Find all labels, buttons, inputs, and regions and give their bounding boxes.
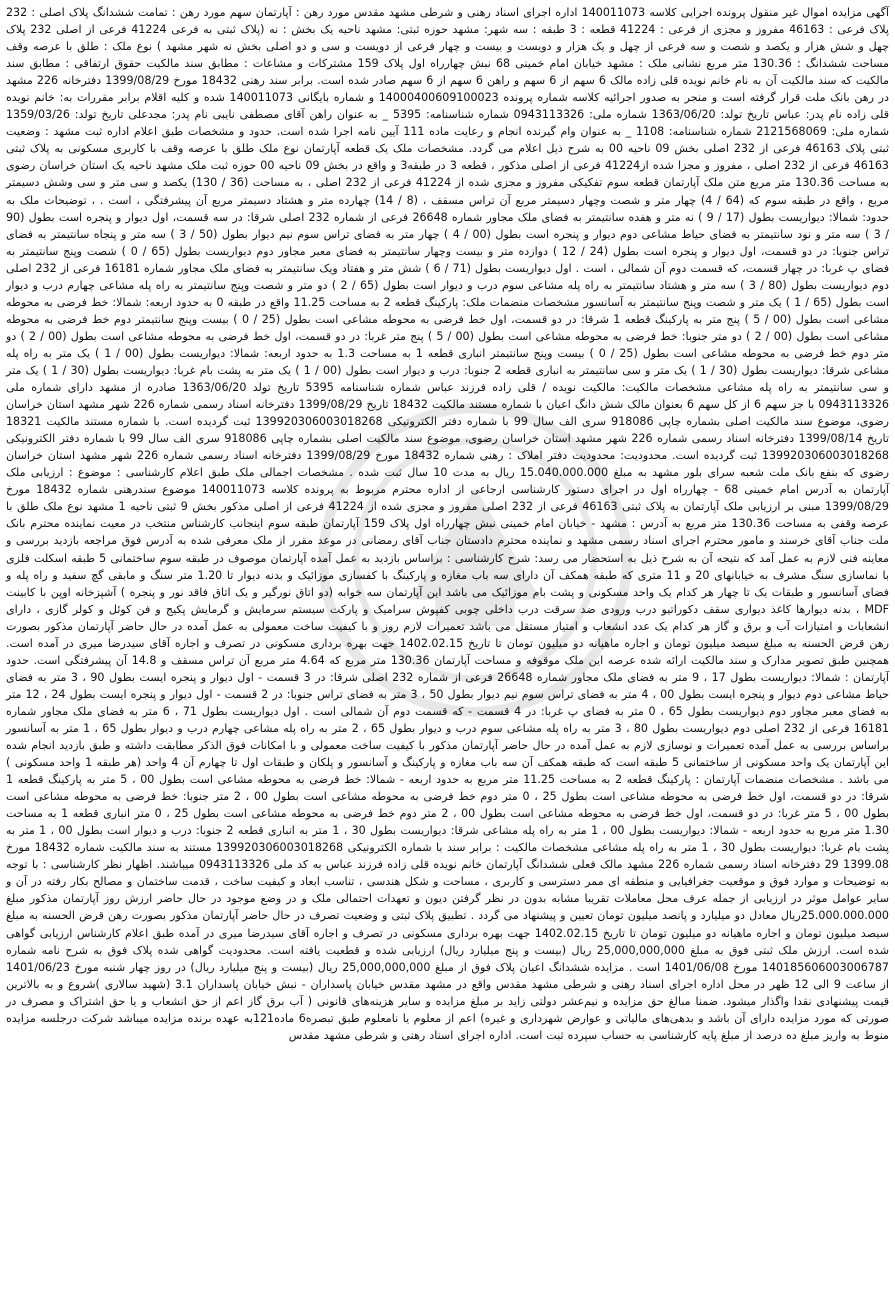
auction-notice-text: [6, 4, 889, 1044]
notice-paragraph: آگهی مزایده اموال غیر منقول پرونده اجرایی کلاسه 140011073 اداره اجرای اسناد رهنی و شرطی مشهد مقدس مورد رهن : آپارتمان سهم مورد رهن : تمامت ششدانگ پلاک اصلی : 232 پلاک فرعی : 46163 مفروز و مجزی از فرعی : 41224 قطعه : 3 طبقه : سه شهر: مشهد حوزه ثبتی: مشهد ناحیه یک بخش : نه (پلاک ثبتی به فرعی 41224 فرعی از اصلی 232 پلاک چهل و شش هزار و یکصد و شصت و سه فرعی از چهل و یک هزار و دویست و بیست و چهار فرعی از دویست و سی و دو اصلی بخش نه شهر مشهد ) نوع ملک : طلق با عرصه وقف مساحت ششدانگ : 130.36 متر مربع نشانی ملک : مشهد خیابان امام خمینی 68 نبش چهارراه اول پلاک 159 مشترکات و مشاعات : مطابق سند مالکیت حقوق ارتفاقی : مطابق سند مالکیت که سند مالکیت آن به نام خانم نویده قلی زاده مالک 6 سهم از 6 سهم و راهن 6 سهم از 6 سهم صادر شده است. برابر سند رهنی 18432 مورخ 1399/08/29 دفترخانه 226 مشهد در رهن بانک ملت قرار گرفته است و منجر به صدور اجرائیه کلاسه شماره پرونده 14000400609100023 و شماره بایگانی 140011073 شده و کلیه اقلام برابر مقررات به: خانم نویده قلی زاده نام پدر: عباس تاریخ تولد: 1363/06/20 شماره ملی: 0943113326 شماره شناسنامه: 5395 _ به عنوان راهن آقای مصطفی نایبی نام پدر: مجدعلی تاریخ تولد: 1359/03/26 شماره ملی: 2121568069 شماره شناسنامه: 1108 _ به عنوان وام گیرنده انجام و رعایت ماده 111 آیین نامه اجرا شده است. حدود و مشخصات طبق اعلام اداره ثبت مشهد : وضعیت ثبتی پلاک 46163 فرعی از 232 اصلی بخش 09 ناحیه 00 به شرح ذیل اعلام می گردد. مشخصات ملک یک قطعه آپارتمان نوع ملک طلق با عرصه وقف با کاربری مسکونی به پلاک ثبتی 46163 فرعی از 232 اصلی ، مفروز و مجزا شده از41224 فرعی از اصلی مذکور ، قطعه 3 در طبقه3 و واقع در بخش 09 ناحیه 00 حوزه ثبت ملک مشهد ناحیه یک استان خراسان رضوی به مساحت 130.36 متر مربع متن ملک آپارتمان قطعه سوم تفکیکی مفروز و مجزی شده از 41224 فرعی از 232 اصلی ، به مساحت (36 / 130) یکصد و سی متر و سی وشش دسیمتر مربع ، واقع در طبقه سوم که (64 / 4) چهار متر و شصت وچهار دسیمتر مربع آن تراس مسقف ، (8 / 14) چهارده متر و هشتاد دسیمتر مربع آن پیشرفتگی ، است . ، توضیحات ملک به حدود: شمالا: دیواریست بطول (17 / 9 ) نه متر و هفده سانتیمتر به فضای ملک مجاور شماره 26648 فرعی از شماره 232 اصلی شرقا: در سه قسمت، اول دیوار و پنجره است بطول (90 / 3 ) سه متر و نود سانتیمتر به فضای حیاط مشاعی دوم دیوار و پنجره است بطول (00 / 4 ) چهار متر به فضای تراس سوم نیم دیوار بطول (50 / 3 ) سه متر و پنجاه سانتیمتر به فضای تراس جنوبا: در دو قسمت، اول دیوار و پنجره است بطول (24 / 12 ) دوازده متر و بیست وچهار سانتیمتر به فضای معبر مجاور دوم دیواریست بطول (65 / 0 ) شصت وپنج سانتیمتر به فضای پ غربا: در چهار قسمت، که قسمت دوم آن شمالی ، است . اول دیواریست بطول (71 / 6 ) شش متر و هفتاد ویک سانتیمتر به فضای ملک مجاور شماره 16181 فرعی از 232 اصلی دوم دیواریست بطول (80 / 3 ) سه متر و هشتاد سانتیمتر به راه پله مشاعی سوم درب و دیوار است بطول (65 / 2 ) دو متر و شصت وپنج سانتیمتر به راه پله مشاعی چهارم درب و دیوار است بطول (65 / 1 ) یک متر و شصت وپنج سانتیمتر به آسانسور مشخصات منضمات ملک: پارکینگ قطعه 2 به مساحت 11.25 واقع در طبقه 0 به حدود اربعه: شمالا: خط فرضی به محوطه مشاعی است بطول (00 / 5 ) پنج متر به پارکینگ قطعه 1 شرقا: در دو قسمت، اول خط فرضی به محوطه مشاعی است بطول (25 / 0 ) بیست وپنج سانتیمتر دوم خط فرضی به محوطه مشاعی است بطول (00 / 2 ) دو متر جنوبا: خط فرضی به محوطه مشاعی است بطول (00 / 5 ) پنج متر غربا: در دو قسمت، اول خط فرضی به محوطه مشاعی است بطول (00 / 2 ) دو متر دوم خط فرضی به محوطه مشاعی است بطول (25 / 0 ) بیست وپنج سانتیمتر انباری قطعه 1 به مساحت 1.3 به حدود اربعه: شمالا: دیواریست بطول (00 / 1 ) یک متر به راه پله مشاعی شرقا: دیواریست بطول (30 / 1 ) یک متر و سی سانتیمتر به انباری قطعه 2 جنوبا: درب و دیوار است بطول (00 / 1 ) یک متر به پشت بام غربا: دیواریست بطول (30 / 1 ) یک متر و سی سانتیمتر به راه پله مشاعی مشخصات مالکیت: مالکیت نویده / قلی زاده فرزند عباس شماره شناسنامه 5395 تاریخ تولد 1363/06/20 صادره از مشهد دارای شماره ملی 0943113326 با جز سهم 6 از کل سهم 6 بعنوان مالک شش دانگ اعیان با شماره مستند مالکیت 18432 تاریخ 1399/08/29 دفترخانه اسناد رسمی شماره 226 شهر مشهد استان خراسان رضوی، موضوع سند مالکیت اصلی بشماره چاپی 918086 سری الف سال 99 با شماره دفتر الکترونیکی 139920306003018268 ثبت گردیده است. با شماره مستند مالکیت 18321 تاریخ 1399/08/14 دفترخانه اسناد رسمی شماره 226 شهر مشهد استان خراسان رضوی، موضوع سند مالکیت اصلی بشماره چاپی 918086 سری الف سال 99 با شماره دفتر الکترونیکی 139920306003018268 ثبت گردیده است. محدودیت: محدودیت دفتر املاک : رهنی شماره 18432 مورخ 1399/08/29 دفترخانه اسناد رسمی شماره 226 شهر مشهد استان خراسان رضوی که بنفع بانک ملت شعبه سرای بلور مشهد به مبلغ 15.040.000.000 ریال به مدت 10 سال ثبت شده . مشخصات اجمالی ملک طبق اعلام کارشناسی : موضوع : ارزیابی ملک آپارتمان به آدرس امام خمینی 68 - چهارراه اول در اجرای دستور کارشناسی ارجاعی از اداره محترم مربوط به پرونده کلاسه 140011073 موضوع سندرهنی شماره 18432 مورخ 1399/08/29 مبنی بر ارزیابی ملک آپارتمان به پلاک ثبتی 46163 فرعی از 232 اصلی مفروز و مجزی شده از 41224 فرعی از اصلی مذکور بخش 9 ثبتی ناحیه 1 مشهد نوع ملک طلق با عرصه وقفی به مساحت 130.36 متر مربع به آدرس : مشهد - خیابان امام خمینی نبش چهارراه اول پلاک 159 آپارتمان طبقه سوم اینجانب کارشناس منتخب در معیت نماینده محترم بانک ملت جناب آقای خرسند و مامور محترم اجرای اسناد رسمی مشهد و نماینده محترم دادستان جناب آقای رمضانی در موعد مقرر از ملک معرفی شده به آدرس فوق مراجعه بازدید بررسی و معاینه فنی لازم به عمل آمد که نتیجه آن به شرح ذیل به استحضار می رسد: شرح کارشناسی : براساس بازدید به عمل آمده آپارتمان موصوف در طبقه سوم ساختمانی 5 طبقه اسکلت فلزی با نماسازی سنگ مشرف به خیابانهای 20 و 11 متری که طبقه همکف آن دارای سه باب مغازه و پارکینگ با کفسازی موزائیک و بدنه دیوار تا 1.20 متر سنگ و مابقی گچ سفید و راه پله و فضای آسانسور و طبقات یک تا چهار هر کدام یک واحد مسکونی و پشت بام موزائیک می باشد این آپارتمان سه خوابه (دو اتاق نورگیر و یک اتاق فاقد نور و پنجره ) آشپزخانه اوپن با کابینت MDF ، بدنه دیوارها کاغذ دیواری سقف دکوراتیو درب ورودی ضد سرقت درب داخلی چوبی کفپوش سرامیک و پارکت سیستم سرمایش و گرمایش پکیج و فن کوئل و کولر گازی ، دارای انشعابات و امتیازات آب و برق و گاز هر کدام یک عدد انشعاب و امتیاز مستقل می باشد تعمیرات لازم روز و با کیفیت ساخت معمولی به عمل آمده در حال حاضر آپارتمان مذکور بصورت رهن قرض الحسنه به مبلغ سیصد میلیون تومان و اجاره ماهیانه دو میلیون تومان تا تاریخ 1402.02.15 جهت بهره برداری مسکونی در تصرف و اجاره آقای سیدرضا میری در آمده است. همچنین طبق تصویر مدارک و سند مالکیت ارائه شده عرصه این ملک موقوفه و مساحت آپارتمان 130.36 متر مربع که 4.64 متر مربع آن تراس مسقف و 14.8 آن پیشرفتگی است. حدود آپارتمان : شمالا: دیواریست بطول 17 ، 9 متر به فضای ملک مجاور شماره 26648 فرعی از شماره 232 اصلی شرقا: در 3 قسمت - اول دیوار و پنجره ایست بطول 90 ، 3 متر به فضای حیاط مشاعی دوم دیوار و پنجره ایست بطول 00 ، 4 متر به فضای تراس سوم نیم دیوار بطول 50 ، 3 متر به فضای تراس جنوبا: در 2 قسمت - اول دیوار و پنجره ایست بطول 24 ، 12 متر به فضای معبر مجاور دوم دیواریست بطول 65 ، 0 متر به فضای پ غربا: در 4 قسمت - که قسمت دوم آن شمالی است . اول دیواریست بطول 71 ، 6 متر به فضای ملک مجاور شماره 16181 فرعی از 232 اصلی دوم دیواریست بطول 80 ، 3 متر به راه پله مشاعی سوم درب و دیوار بطول 65 ، 2 متر به راه پله مشاعی چهارم درب و دیوار بطول 65 ، 1 متر به آسانسور براساس بررسی به عمل آمده تعمیرات و نوسازی لازم به عمل آمده در حال حاضر آپارتمان مذکور با کیفیت ساخت معمولی و با امکانات فوق الذکر مطابقت داشته و طبق بازدید انجام شده این آپارتمان یک واحد مسکونی از ساختمانی 5 طبقه است که طبقه همکف آن سه باب مغازه و پارکینگ و آسانسور و پلکان و طبقات اول تا چهارم آن 4 واحد (هر طبقه 1 واحد مسکونی ) می باشد . مشخصات منضمات آپارتمان : پارکینگ قطعه 2 به مساحت 11.25 متر مربع به حدود اربعه - شمالا: خط فرضی به محوطه مشاعی است بطول 00 ، 5 متر به پارکینگ قطعه 1 شرقا: در دو قسمت، اول خط فرضی به محوطه مشاعی است بطول 25 ، 0 متر دوم خط فرضی به محوطه مشاعی است بطول 00 ، 2 متر جنوبا: خط فرضی به محوطه مشاعی است بطول 00 ، 5 متر غربا: در دو قسمت، اول خط فرضی به محوطه مشاعی است بطول 00 ، 2 متر دوم خط فرضی به محوطه مشاعی است بطول 25 ، 0 متر انباری قطعه 1 به مساحت 1.30 متر مربع به حدود اربعه - شمالا: دیواریست بطول 00 ، 1 متر به راه پله مشاعی شرقا: دیواریست بطول 30 ، 1 متر به انباری قطعه 2 جنوبا: درب و دیوار است بطول 00 ، 1 متر به پشت بام غربا: دیواریست بطول 30 ، 1 متر به راه پله مشاعی مشخصات مالکیت : برابر سند با شماره الکترونیکی 139920306003018268 مستند به سند مالکیت شماره 18432 مورخ 1399.08 29 دفترخانه اسناد رسمی شماره 226 مشهد مالک فعلی ششدانگ آپارتمان خانم نویده قلی زاده فرزند عباس به کد ملی 0943113326 میباشند. اظهار نظر کارشناسی : با توجه به توضیحات و موارد فوق و موقعیت جغرافیایی و منطقه ای ممر دسترسی و کاربری ، مساحت و شکل هندسی ، تناسب ابعاد و کیفیت ساخت ، قدمت ساختمان و مصالح بکار رفته در آن و سایر عوامل موثر در ارزیابی از جمله عرف محل معاملات تقریبا مشابه بدون در نظر گرفتن دیون و تعهدات احتمالی ملک و در وضع موجود در حال حاضر ارزش روز آپارتمان مذکور مبلغ 25.000.000.000ریال معادل دو میلیارد و پانصد میلیون تومان تعیین و پیشنهاد می گردد . تطبیق پلاک ثبتی و وضعیت تصرف در حال حاضر آپارتمان مذکور بصورت رهن قرض الحسنه به مبلغ سیصد میلیون تومان و اجاره ماهیانه دو میلیون تومان تا تاریخ 1402.02.15 جهت بهره برداری مسکونی در تصرف و اجاره آقای سیدرضا میری در آمده طبق اعلام کارشناس ارزیابی گواهی شده است. ارزش ملک ثبتی فوق به مبلغ 25,000,000,000 ریال (بیست و پنج میلیارد ریال) ارزیابی شده و قطعیت یافته است. محدودیت گواهی شده پلاک فوق به شرح نامه شماره 140185606003006787 مورخ 1401/06/08 است . مزایده ششدانگ اعیان پلاک فوق از مبلغ 25,000,000,000 ریال (بیست و پنج میلیارد ریال) در روز چهار شنبه مورخ 1401/06/23 از ساعت 9 الی 12 ظهر در محل اداره اجرای اسناد رهنی و شرطی مشهد مقدس واقع در مشهد مقدس خیابان پاسداران - نبش خیابان پاسداران 3.1 (شهید سالاری )شروع و به بالاترین قیمت پیشنهادی نقدا واگذار میشود. ضمنا مبالغ حق مزایده و نیم‌عشر دولتی زاید بر مبلغ مزایده و سایر هزینه‌های قانونی ( آب برق گاز اعم از حق انشعاب و یا حق اشتراک و مصرف در صورتی که مورد مزایده دارای آن باشد و بدهی‌های مالیاتی و عوارض شهرداری و غیره) اعم از معلوم یا نامعلوم طبق تبصره‌6 ماده121به عهده برنده مزایده میباشد شرکت درجلسه مزایده منوط به واریز مبلغ ده درصد از مبلغ پایه کارشناسی به حساب سپرده ثبت است. اداره اجرای اسناد رهنی و شرطی مشهد مقدس: [6, 6, 890, 1042]
